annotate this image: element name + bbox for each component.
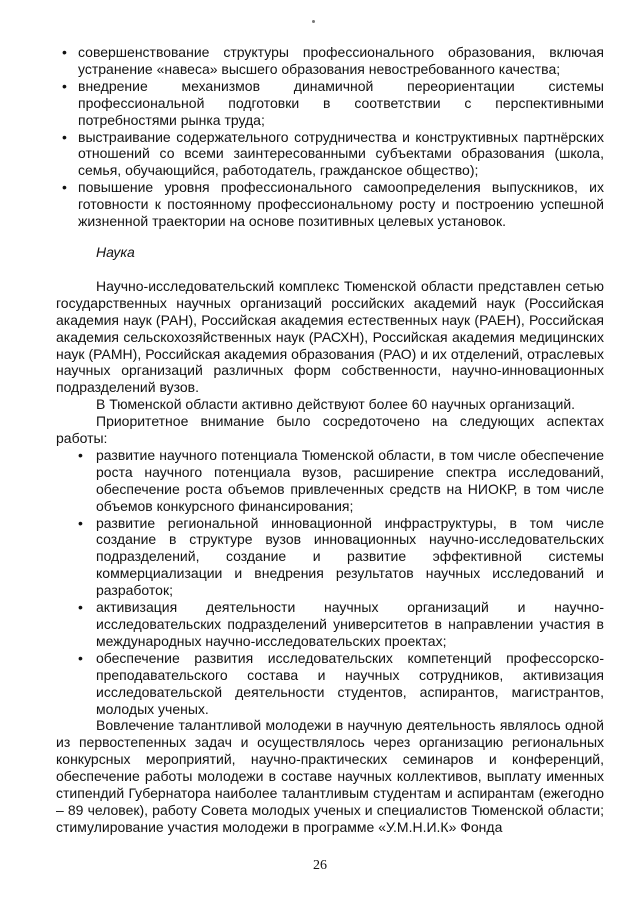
scan-dot <box>312 20 315 23</box>
paragraph-organizations-count: В Тюменской области активно действуют более 60 научных организаций. <box>96 396 576 413</box>
bullet-icon: • <box>78 514 83 531</box>
paragraph-priorities-intro: Приоритетное внимание было сосредоточено на следующих аспектах работы: <box>56 413 604 447</box>
list-item <box>56 179 604 230</box>
bullet-icon: • <box>78 649 83 666</box>
list-item <box>56 129 604 180</box>
list-item <box>56 447 604 515</box>
list-item-text: обеспечение развития исследовательских компетенций профессорско-преподавательского состава и научных сотрудников, активизация исследовательской деятельности студентов, аспирантов, магистрантов, молодых ученых. <box>96 649 604 717</box>
list-item-text: развитие научного потенциала Тюменской области, в том числе обеспечение роста научного потенциала вузов, расширение спектра исследований, обеспечение роста объемов привлеченных средств на НИОКР, в том числе объемов конкурсного финансирования; <box>96 446 604 514</box>
list-item <box>56 650 604 718</box>
bullet-icon: • <box>62 77 67 94</box>
list-item <box>56 599 604 650</box>
paragraph-youth-involvement: Вовлечение талантливой молодежи в научную деятельность являлось одной из первостепенных задач и осуществлялось через организацию региональных конкурсных мероприятий, научно-практических семинаров и конференций, обеспечение работы молодежи в составе научных коллективов, выплату именных стипендий Губернатора наиболее талантливым студентам и аспирантам (ежегодно – 89 человек), работу Совета молодых ученых и специалистов Тюменской области; стимулирование участия молодежи в программе «У.М.Н.И.К» Фонда <box>56 717 604 835</box>
page-number: 26 <box>313 858 327 873</box>
list-item-text: активизация деятельности научных организаций и научно-исследовательских подразделений университетов в направлении участия в международных научно-исследовательских проектах; <box>96 599 604 649</box>
list-item-text: выстраивание содержательного сотрудничества и конструктивных партнёрских отношений со всеми заинтересованными субъектами образования (школа, семья, обучающийся, работодатель, гражданское общество); <box>78 128 604 179</box>
bullet-list-education <box>56 44 604 230</box>
section-heading-science: Наука <box>96 243 135 260</box>
list-item-text: совершенствование структуры профессионального образования, включая устранение «навеса» высшего образования невостребованного качества; <box>78 44 604 77</box>
list-item-text: развитие региональной инновационной инфраструктуры, в том числе создание в структуре вузов инновационных научно-исследовательских подразделений, создание и развитие эффективной системы коммерциализации и внедрения результатов научных исследований и разработок; <box>96 514 604 599</box>
bullet-icon: • <box>78 599 83 616</box>
bullet-icon: • <box>62 44 67 60</box>
bullet-icon: • <box>62 179 67 196</box>
list-item-text: внедрение механизмов динамичной переориентации системы профессиональной подготовки в соответствии с перспективными потребностями рынка труда; <box>78 77 604 128</box>
list-item <box>56 44 604 78</box>
bullet-icon: • <box>62 128 67 145</box>
page-content <box>56 44 604 836</box>
list-item <box>56 78 604 129</box>
list-item-text: повышение уровня профессионального самоопределения выпускников, их готовности к постоянному профессиональному росту и построению успешной жизненной траектории на основе позитивных целевых установок. <box>78 179 604 230</box>
list-item <box>56 515 604 600</box>
bullet-list-science <box>56 447 604 718</box>
paragraph-research-complex: Научно-исследовательский комплекс Тюменской области представлен сетью государственных научных организаций российских академий наук (Российская академия наук (РАН), Российская академия естественных наук (РАЕН), Российская академия сельскохозяйственных наук (РАСХН), Российская академия медицинских наук (РАМН), Российская академия образования (РАО) и их отделений, отраслевых научных организаций различных форм собственности, научно-инновационных подразделений вузов. <box>56 277 604 396</box>
bullet-icon: • <box>78 446 83 463</box>
